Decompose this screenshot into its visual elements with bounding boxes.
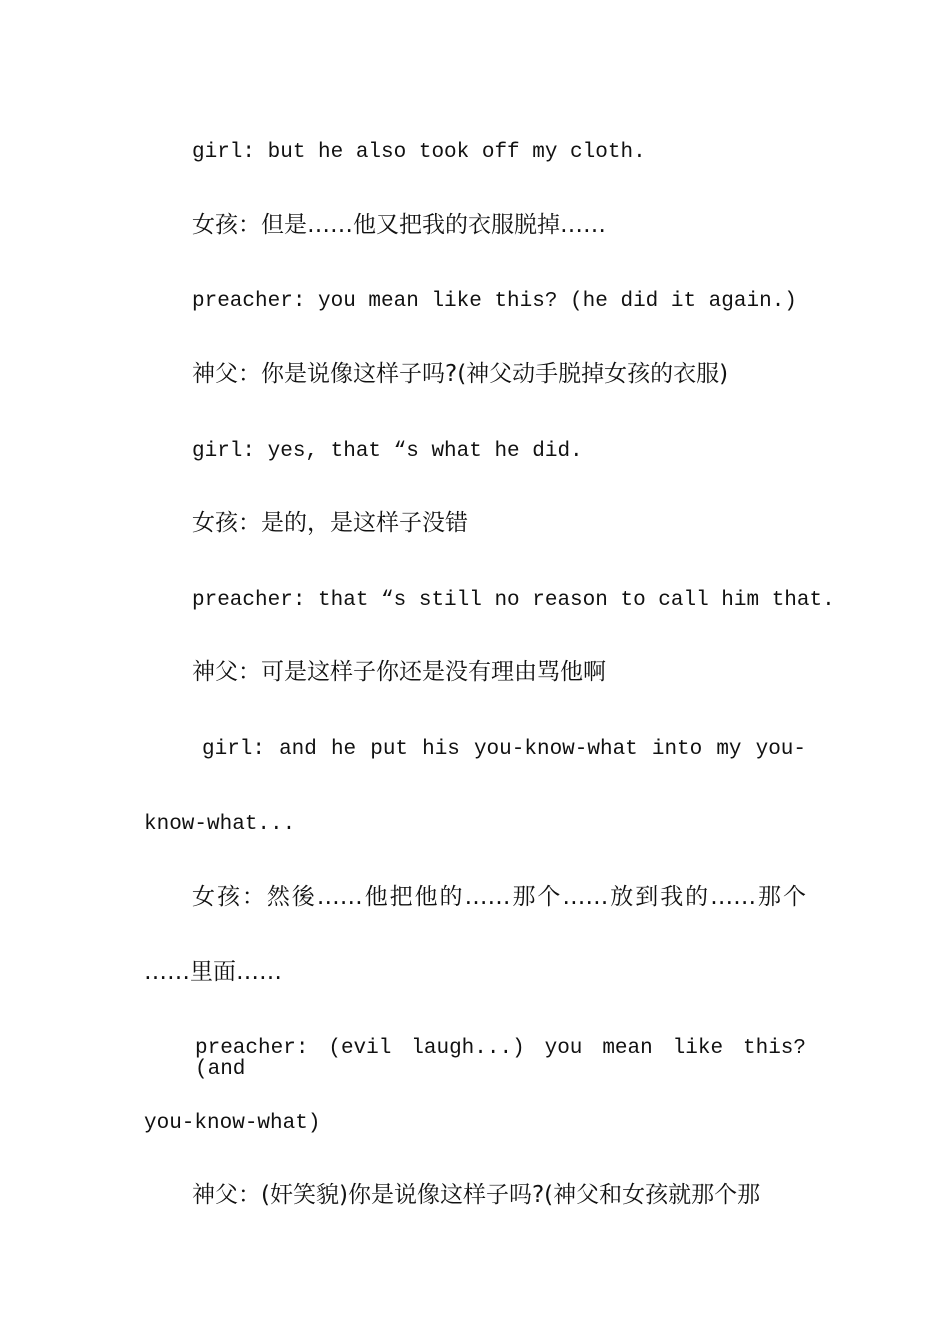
dialogue-line-preacher-chinese: 神父：(奸笑貌)你是说像这样子吗?(神父和女孩就那个那 — [192, 1182, 761, 1208]
dialogue-line-preacher-chinese: 神父：你是说像这样子吗?(神父动手脱掉女孩的衣服) — [192, 361, 729, 387]
dialogue-line-continuation: you-know-what) — [144, 1112, 321, 1135]
dialogue-line-preacher: preacher: that “s still no reason to call him that. — [192, 589, 835, 612]
dialogue-line-preacher-chinese: 神父：可是这样子你还是没有理由骂他啊 — [192, 659, 606, 685]
dialogue-line-girl-chinese: 女孩：但是……他又把我的衣服脱掉…… — [192, 212, 606, 238]
dialogue-line-continuation-chinese: ……里面…… — [144, 959, 282, 985]
dialogue-line-continuation: know-what... — [144, 813, 296, 836]
dialogue-line-preacher: preacher: (evil laugh...) you mean like this? (and — [195, 1037, 806, 1081]
dialogue-line-preacher: preacher: you mean like this? (he did it again.) — [192, 290, 797, 313]
dialogue-line-girl: girl: but he also took off my cloth. — [192, 141, 646, 164]
dialogue-line-girl-chinese: 女孩：然後……他把他的……那个……放到我的……那个 — [192, 884, 806, 910]
dialogue-line-girl: girl: yes, that “s what he did. — [192, 440, 583, 463]
dialogue-line-girl-chinese: 女孩：是的，是这样子没错 — [192, 510, 468, 536]
dialogue-line-girl: girl: and he put his you-know-what into my you- — [202, 738, 806, 761]
